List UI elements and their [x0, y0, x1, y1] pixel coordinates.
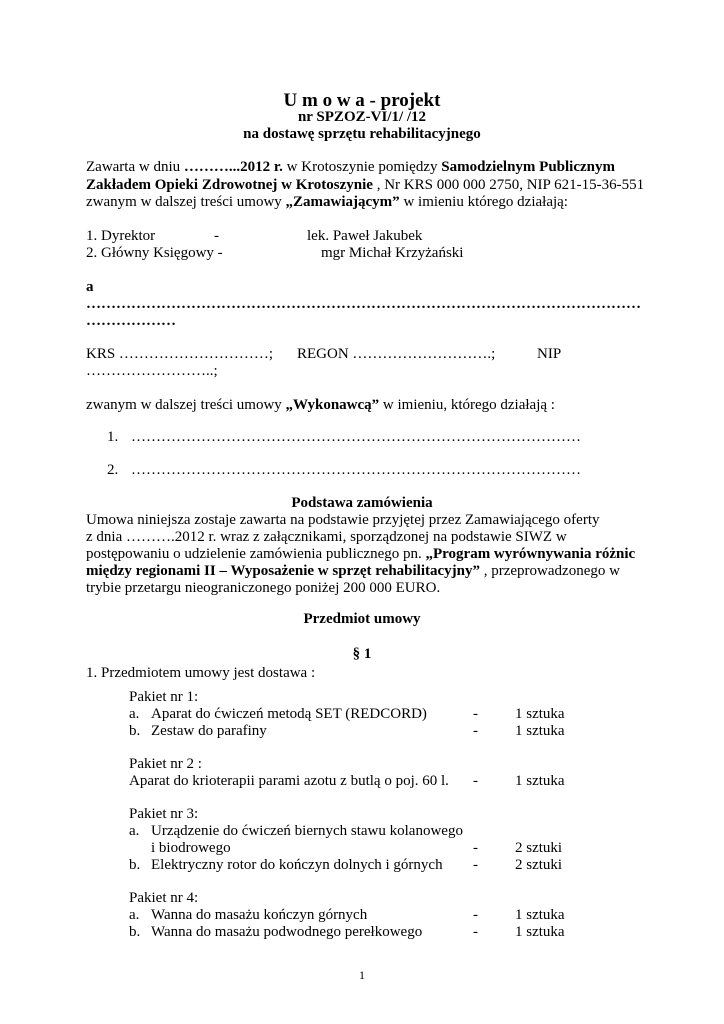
package-3-item-a-text: Urządzenie do ćwiczeń biernych stawu kolanowego: [151, 823, 463, 839]
package-3-item-a-text-2: i biodrowego: [151, 840, 231, 856]
package-1-item-b-letter: b.: [129, 723, 141, 739]
package-1-name: Pakiet nr 1:: [129, 689, 199, 705]
intro-line-3: zwanym w dalszej treści umowy „Zamawiającym” w imieniu którego działają:: [86, 194, 568, 210]
package-1-item-b-qty: 1 sztuka: [515, 723, 565, 739]
package-4-item-a-letter: a.: [129, 907, 140, 923]
signatory-role-1: 1. Dyrektor: [86, 228, 156, 244]
basis-line-2: z dnia ……….2012 r. wraz z załącznikami, sporządzonej na podstawie SIWZ w: [86, 529, 567, 545]
intro-line-1: Zawarta w dniu ………...2012 r. w Krotoszynie pomiędzy Samodzielnym Publicznym: [86, 159, 615, 175]
document-title: U m o w a - projekt: [283, 90, 441, 111]
package-3-name: Pakiet nr 3:: [129, 806, 199, 822]
package-1-item-a-letter: a.: [129, 706, 140, 722]
contract-number: nr SPZOZ-VI/1/ /12: [297, 109, 427, 125]
contractor-rep-dots-1: ………………………………………………………………………………: [131, 429, 581, 445]
package-3-item-a-dash: -: [473, 840, 478, 856]
contractor-nip-label: NIP: [537, 346, 562, 362]
contractor-rep-dots-2: ………………………………………………………………………………: [131, 462, 581, 478]
signatory-name-2: mgr Michał Krzyżański: [321, 245, 464, 261]
intro-line-2: Zakładem Opieki Zdrowotnej w Krotoszynie , Nr KRS 000 000 2750, NIP 621-15-36-551: [86, 177, 645, 193]
package-4-item-a-qty: 1 sztuka: [515, 907, 565, 923]
subject-heading: Przedmiot umowy: [303, 611, 421, 627]
package-4-item-b-qty: 1 sztuka: [515, 924, 565, 940]
package-2-name: Pakiet nr 2 :: [129, 756, 202, 772]
package-3-item-b-text: Elektryczny rotor do kończyn dolnych i górnych: [151, 857, 443, 873]
package-4-item-a-dash: -: [473, 907, 478, 923]
basis-line-5: trybie przetargu nieograniczonego poniżej 200 000 EURO.: [86, 580, 441, 596]
package-1-item-b-text: Zestaw do parafiny: [151, 723, 267, 739]
package-3-item-b-dash: -: [473, 857, 478, 873]
paragraph-1-heading: § 1: [352, 646, 372, 662]
package-4-item-a-text: Wanna do masażu kończyn górnych: [151, 907, 368, 923]
package-2-item-dash: -: [473, 773, 478, 789]
package-1-item-a-text: Aparat do ćwiczeń metodą SET (REDCORD): [151, 706, 427, 722]
basis-line-1: Umowa niniejsza zostaje zawarta na podstawie przyjętej przez Zamawiającego oferty: [86, 512, 600, 528]
package-4-name: Pakiet nr 4:: [129, 890, 199, 906]
package-2-item-text: Aparat do krioterapii parami azotu z butlą o poj. 60 l.: [129, 773, 449, 789]
package-3-item-b-qty: 2 sztuki: [515, 857, 563, 873]
package-2-item-qty: 1 sztuka: [515, 773, 565, 789]
contractor-role-line: zwanym w dalszej treści umowy „Wykonawcą” w imieniu, którego działają :: [86, 397, 555, 413]
contractor-krs: KRS …………………………;: [86, 346, 274, 362]
contractor-dots-1: …………………………………………………………………………………………………: [86, 296, 641, 312]
signatory-role-2: 2. Główny Księgowy -: [86, 245, 223, 261]
package-1-item-a-dash: -: [473, 706, 478, 722]
package-3-item-a-qty: 2 sztuki: [515, 840, 563, 856]
package-4-item-b-dash: -: [473, 924, 478, 940]
signatory-name-1: lek. Paweł Jakubek: [307, 228, 423, 244]
basis-line-4: między regionami II – Wyposażenie w sprzęt rehabilitacyjny” , przeprowadzonego w: [86, 563, 620, 579]
package-4-item-b-text: Wanna do masażu podwodnego perełkowego: [151, 924, 423, 940]
package-1-item-a-qty: 1 sztuka: [515, 706, 565, 722]
package-4-item-b-letter: b.: [129, 924, 141, 940]
contractor-rep-num-1: 1.: [107, 429, 119, 445]
basis-line-3: postępowaniu o udzielenie zamówienia publicznego pn. „Program wyrównywania różnic: [86, 546, 636, 562]
contract-subject: na dostawę sprzętu rehabilitacyjnego: [243, 126, 481, 142]
contractor-rep-num-2: 2.: [107, 462, 119, 478]
contractor-nip-dots: ……………………..;: [86, 363, 218, 379]
signatory-dash-1: -: [214, 228, 219, 244]
basis-heading: Podstawa zamówienia: [291, 495, 433, 511]
contractor-regon: REGON ……………………….;: [297, 346, 496, 362]
package-1-item-b-dash: -: [473, 723, 478, 739]
subject-item-1: 1. Przedmiotem umowy jest dostawa :: [86, 665, 316, 681]
page-number: 1: [359, 968, 365, 982]
contractor-a: a: [86, 279, 94, 295]
contractor-dots-2: ………………: [86, 313, 176, 329]
package-3-item-a-letter: a.: [129, 823, 140, 839]
package-3-item-b-letter: b.: [129, 857, 141, 873]
